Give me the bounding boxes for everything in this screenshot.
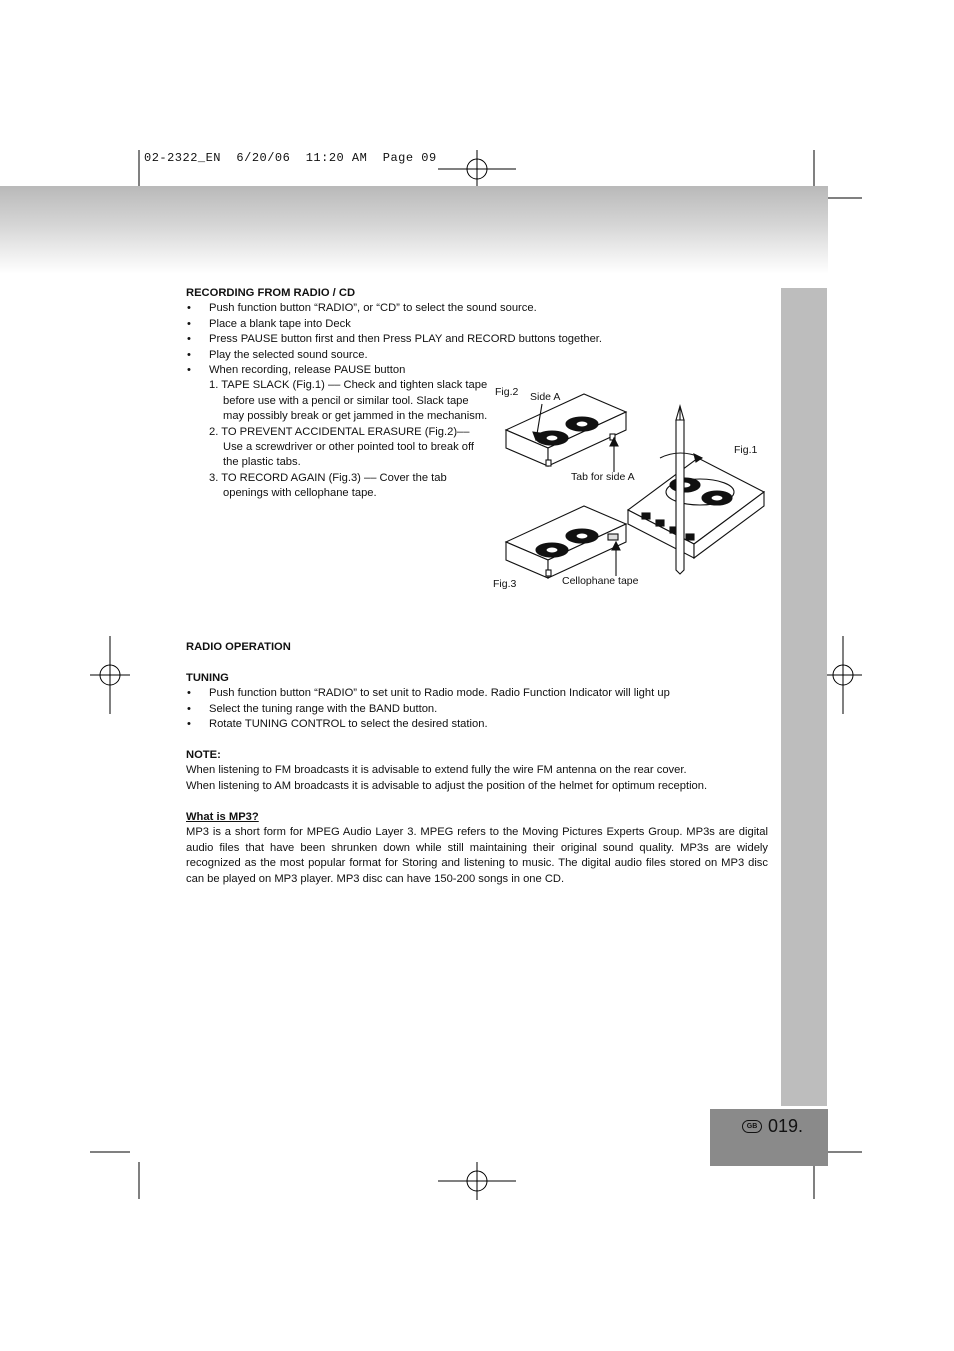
fig2-label: Fig.2 xyxy=(495,386,519,398)
note-section xyxy=(186,748,769,794)
page-number-text: 019. xyxy=(768,1116,804,1136)
list-item: • Select the tuning range with the BAND button. xyxy=(186,702,769,717)
fig3-label: Fig.3 xyxy=(493,578,517,590)
list-item: • Press PAUSE button first and then Press PLAY and RECORD buttons together. xyxy=(186,332,769,347)
gb-badge: GB xyxy=(742,1120,762,1133)
cassette-illustration xyxy=(490,380,772,595)
note-line: When listening to AM broadcasts it is advisable to adjust the position of the helmet for optimum reception. xyxy=(186,779,708,792)
note-line: When listening to FM broadcasts it is advisable to extend fully the wire FM antenna on the rear cover. xyxy=(186,764,687,777)
note-title: NOTE: xyxy=(186,749,221,761)
mp3-section xyxy=(186,810,768,887)
mp3-body: MP3 is a short form for MPEG Audio Layer 3. MPEG refers to the Moving Pictures Experts Group. MP3s are digital audio files that have been shrunken down while still maintaining their original sound quality. MP3s are widely recognized as the most popular format for Storing and listening to music. The digital audio files stored on MP3 disc can be played on MP3 player. MP3 disc can have 150-200 songs in one CD. xyxy=(186,826,768,885)
header-band xyxy=(0,186,828,274)
side-a-label: Side A xyxy=(530,391,561,403)
step-item: 1. TAPE SLACK (Fig.1) –– Check and tighten slack tape before use with a pencil or similar tool. Slack tape may possibly break or get jammed in the mechanism. xyxy=(209,379,488,423)
list-item: • Place a blank tape into Deck xyxy=(186,317,769,332)
list-item: • When recording, release PAUSE button xyxy=(186,363,769,378)
side-tab xyxy=(781,288,827,1106)
print-slug: 02-2322_EN 6/20/06 11:20 AM Page 09 xyxy=(144,151,437,165)
tab-side-a-label: Tab for side A xyxy=(571,471,635,483)
cassette-figure xyxy=(490,380,772,595)
fig1-label: Fig.1 xyxy=(734,444,758,456)
list-item: • Push function button “RADIO” to set unit to Radio mode. Radio Function Indicator will light up xyxy=(186,686,769,701)
list-item: • Rotate TUNING CONTROL to select the desired station. xyxy=(186,717,769,732)
step-item: 2. TO PREVENT ACCIDENTAL ERASURE (Fig.2)–– Use a screwdriver or other pointed tool to break off the plastic tabs. xyxy=(209,425,475,469)
tuning-bullets xyxy=(186,686,769,732)
radio-title: RADIO OPERATION xyxy=(186,641,291,653)
list-item: • Play the selected sound source. xyxy=(186,348,769,363)
recording-title: RECORDING FROM RADIO / CD xyxy=(186,287,356,299)
mp3-title: What is MP3? xyxy=(186,811,259,823)
recording-steps xyxy=(209,378,491,501)
recording-bullets xyxy=(186,301,769,378)
cellophane-label: Cellophane tape xyxy=(562,575,639,587)
page-number xyxy=(742,1116,803,1137)
step-item: 3. TO RECORD AGAIN (Fig.3) –– Cover the tab openings with cellophane tape. xyxy=(209,471,447,500)
list-item: • Push function button “RADIO”, or “CD” to select the sound source. xyxy=(186,301,769,316)
radio-section xyxy=(186,640,769,732)
tuning-title: TUNING xyxy=(186,671,229,684)
